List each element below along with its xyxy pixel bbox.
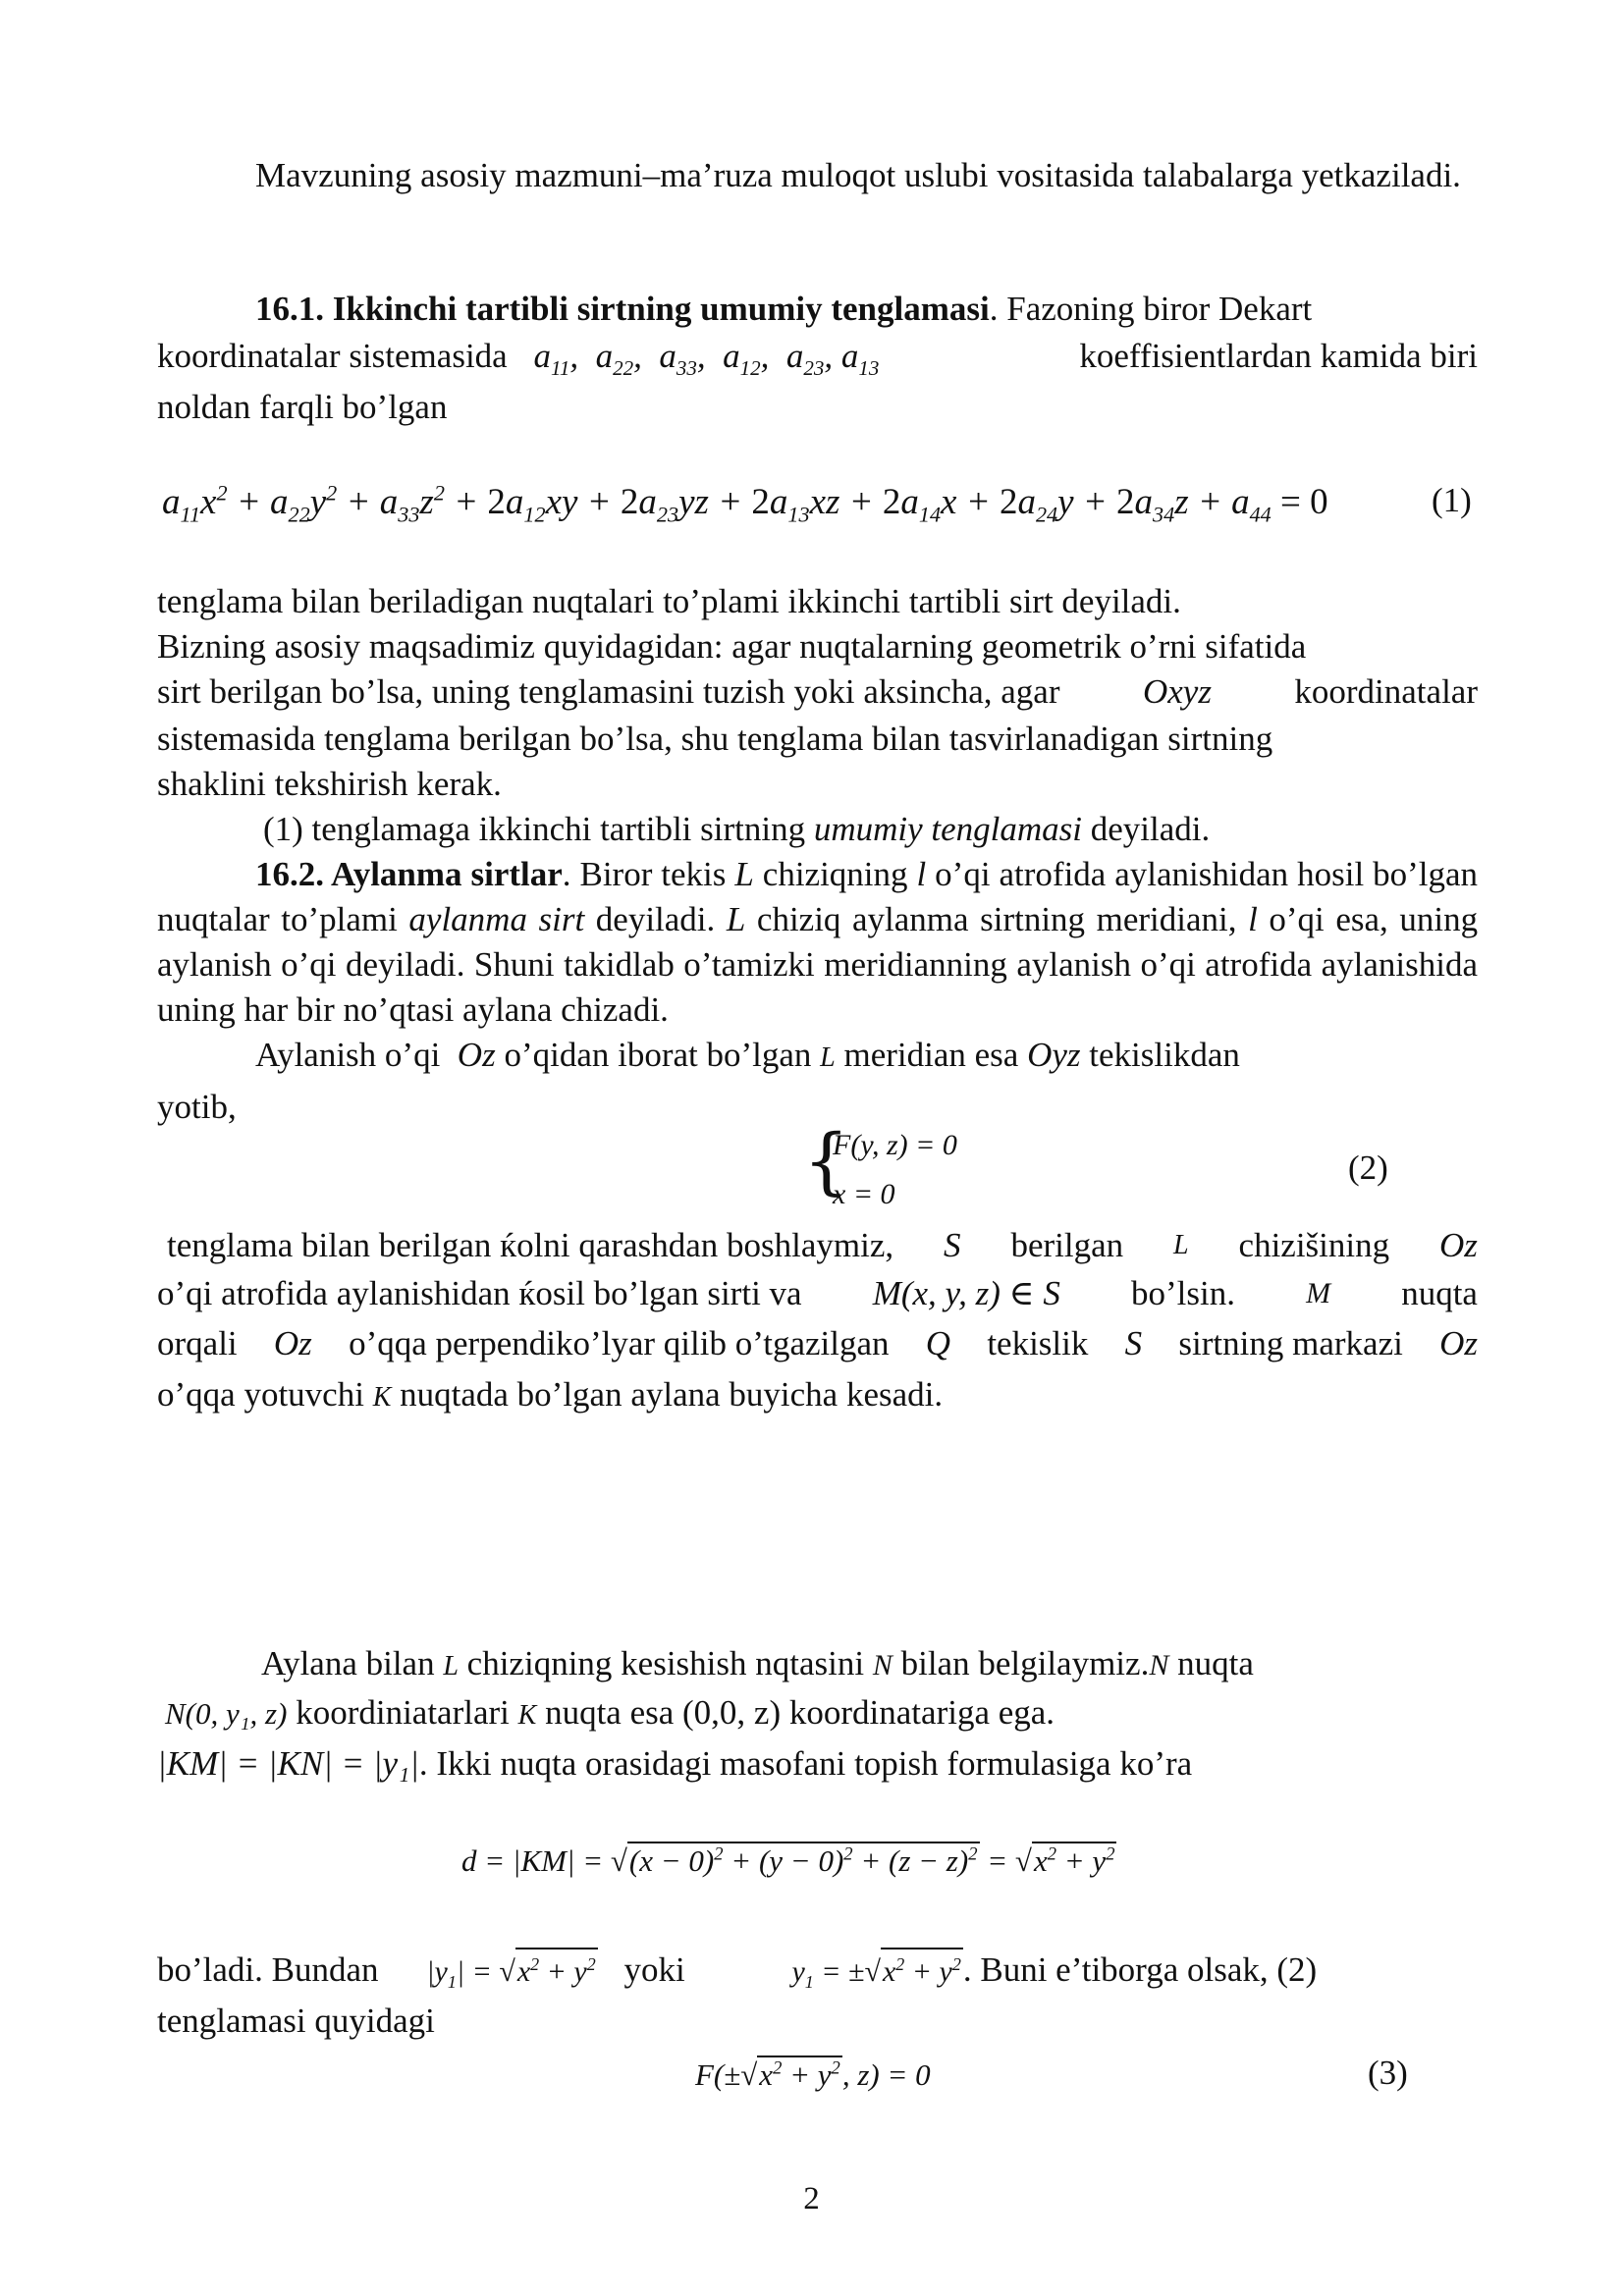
- para4-line2: o’qi atrofida aylanishidan ќosil bo’lgan sirti va M(x, y, z) ∈ S bo’lsin. M nuqta: [157, 1274, 1478, 1312]
- para4-line1: tenglama bilan berilgan ќolni qarashdan boshlaymiz, S berilgan L chizišining Oz: [167, 1226, 1478, 1264]
- para2-line4: sistemasida tenglama berilgan bo’lsa, shu tenglama bilan tasvirlanadigan sirtning: [157, 720, 1273, 758]
- para4-line3: orqali Oz o’qqa perpendiko’lyar qilib o’tgazilgan Q tekislik S sirtning markazi Oz: [157, 1324, 1478, 1362]
- section-16-1-line3: noldan farqli bo’lgan: [157, 388, 448, 426]
- para5-line2: N(0, y₁, z) koordiniatarlari K nuqta esa (0,0, z) koordinatariga ega.: [165, 1693, 1055, 1732]
- equation-3-number: (3): [1368, 2054, 1408, 2092]
- equation-1-number: (1): [1432, 481, 1472, 519]
- equation-3: $F(\pm√x^2 + y^2$, z) = 0: [695, 2057, 931, 2092]
- intro-paragraph: Mavzuning asosiy mazmuni–ma’ruza muloqot uslubi vositasida talabalarga yetkaziladi.: [255, 156, 1461, 194]
- section-heading-16-2: 16.2. Aylanma sirtlar: [255, 855, 563, 893]
- para3-line2: yotib,: [157, 1088, 237, 1126]
- section-heading-16-1: 16.1. Ikkinchi tartibli sirtning umumiy tenglamasi: [255, 290, 990, 328]
- para5-line3: |KM| = |KN| = |y₁|. Ikki nuqta orasidagi masofani topish formulasiga ko’ra: [157, 1744, 1193, 1783]
- equation-1: $a_{11}x^2 + a_{22}y^2 + a_{33}z^2 + 2a_{12}xy + 2a_{23}yz + 2a_{13}xz + 2a_{14}x + 2a_{24}y + 2a_{34}z + a_{44} = 0$: [162, 480, 1328, 527]
- para3-line1: Aylanish o’qi Oz o’qidan iborat bo’lgan L meridian esa Oyz tekislikdan: [255, 1036, 1240, 1074]
- system-row-2: x = 0: [833, 1178, 895, 1210]
- distance-formula: $d = |KM| = √(x - 0)^2 + (y - 0)^2 + (z - z)^2 = √x^2 + y^2$: [461, 1843, 1115, 1878]
- section-16-1-line2: koordinatalar sistemasida $a_{11}$, $a_{22}$, $a_{33}$, $a_{12}$, $a_{23}$, $a_{13}$ koeffisientlardan kamida biri: [157, 337, 1478, 380]
- section-16-1-line1: 16.1. Ikkinchi tartibli sirtning umumiy tenglamasi. Fazoning biror Dekart: [255, 290, 1313, 328]
- para6-line2: tenglamasi quyidagi: [157, 2002, 435, 2040]
- para6-line1: bo’ladi. Bundan $|y_1| = √x^2 + y^2$ yoki $y_1 = \pm√x^2 + y^2$. Buni e’tiborga olsak, (2): [157, 1948, 1478, 1995]
- para4-line4: o’qqa yotuvchi K nuqtada bo’lgan aylana buyicha kesadi.: [157, 1375, 944, 1414]
- para2-line6: (1) tenglamaga ikkinchi tartibli sirtning umumiy tenglamasi deyiladi.: [263, 810, 1211, 848]
- para2-line1: tenglama bilan beriladigan nuqtalari to’plami ikkinchi tartibli sirt deyiladi.: [157, 582, 1181, 620]
- system-brace: {: [803, 1119, 850, 1203]
- para2-line2: Bizning asosiy maqsadimiz quyidagidan: agar nuqtalarning geometrik o’rni sifatida: [157, 627, 1307, 666]
- para5-line1: Aylana bilan L chiziqning kesishish nqtasini N bilan belgilaymiz.N nuqta: [261, 1644, 1254, 1682]
- para2-line5: shaklini tekshirish kerak.: [157, 765, 502, 803]
- section-16-2-paragraph: 16.2. Aylanma sirtlar. Biror tekis L chiziqning l o’qi atrofida aylanishidan hosil bo’lgan nuqtalar to’plami aylanma sirt deyiladi. L chiziq aylanma sirtning meridiani, l o’qi esa, uning aylanish o’qi deyiladi. Shuni takidlab o’tamizki meridianning aylanish o’qi atrofida aylanishida uning har bir no’qtasi aylana chizadi.: [157, 855, 1479, 1029]
- equation-2-number: (2): [1348, 1148, 1388, 1187]
- page-number: 2: [803, 2181, 820, 2216]
- system-row-1: F(y, z) = 0: [833, 1129, 957, 1161]
- para2-line3: sirt berilgan bo’lsa, uning tenglamasini tuzish yoki aksincha, agar Oxyz koordinatalar: [157, 672, 1478, 711]
